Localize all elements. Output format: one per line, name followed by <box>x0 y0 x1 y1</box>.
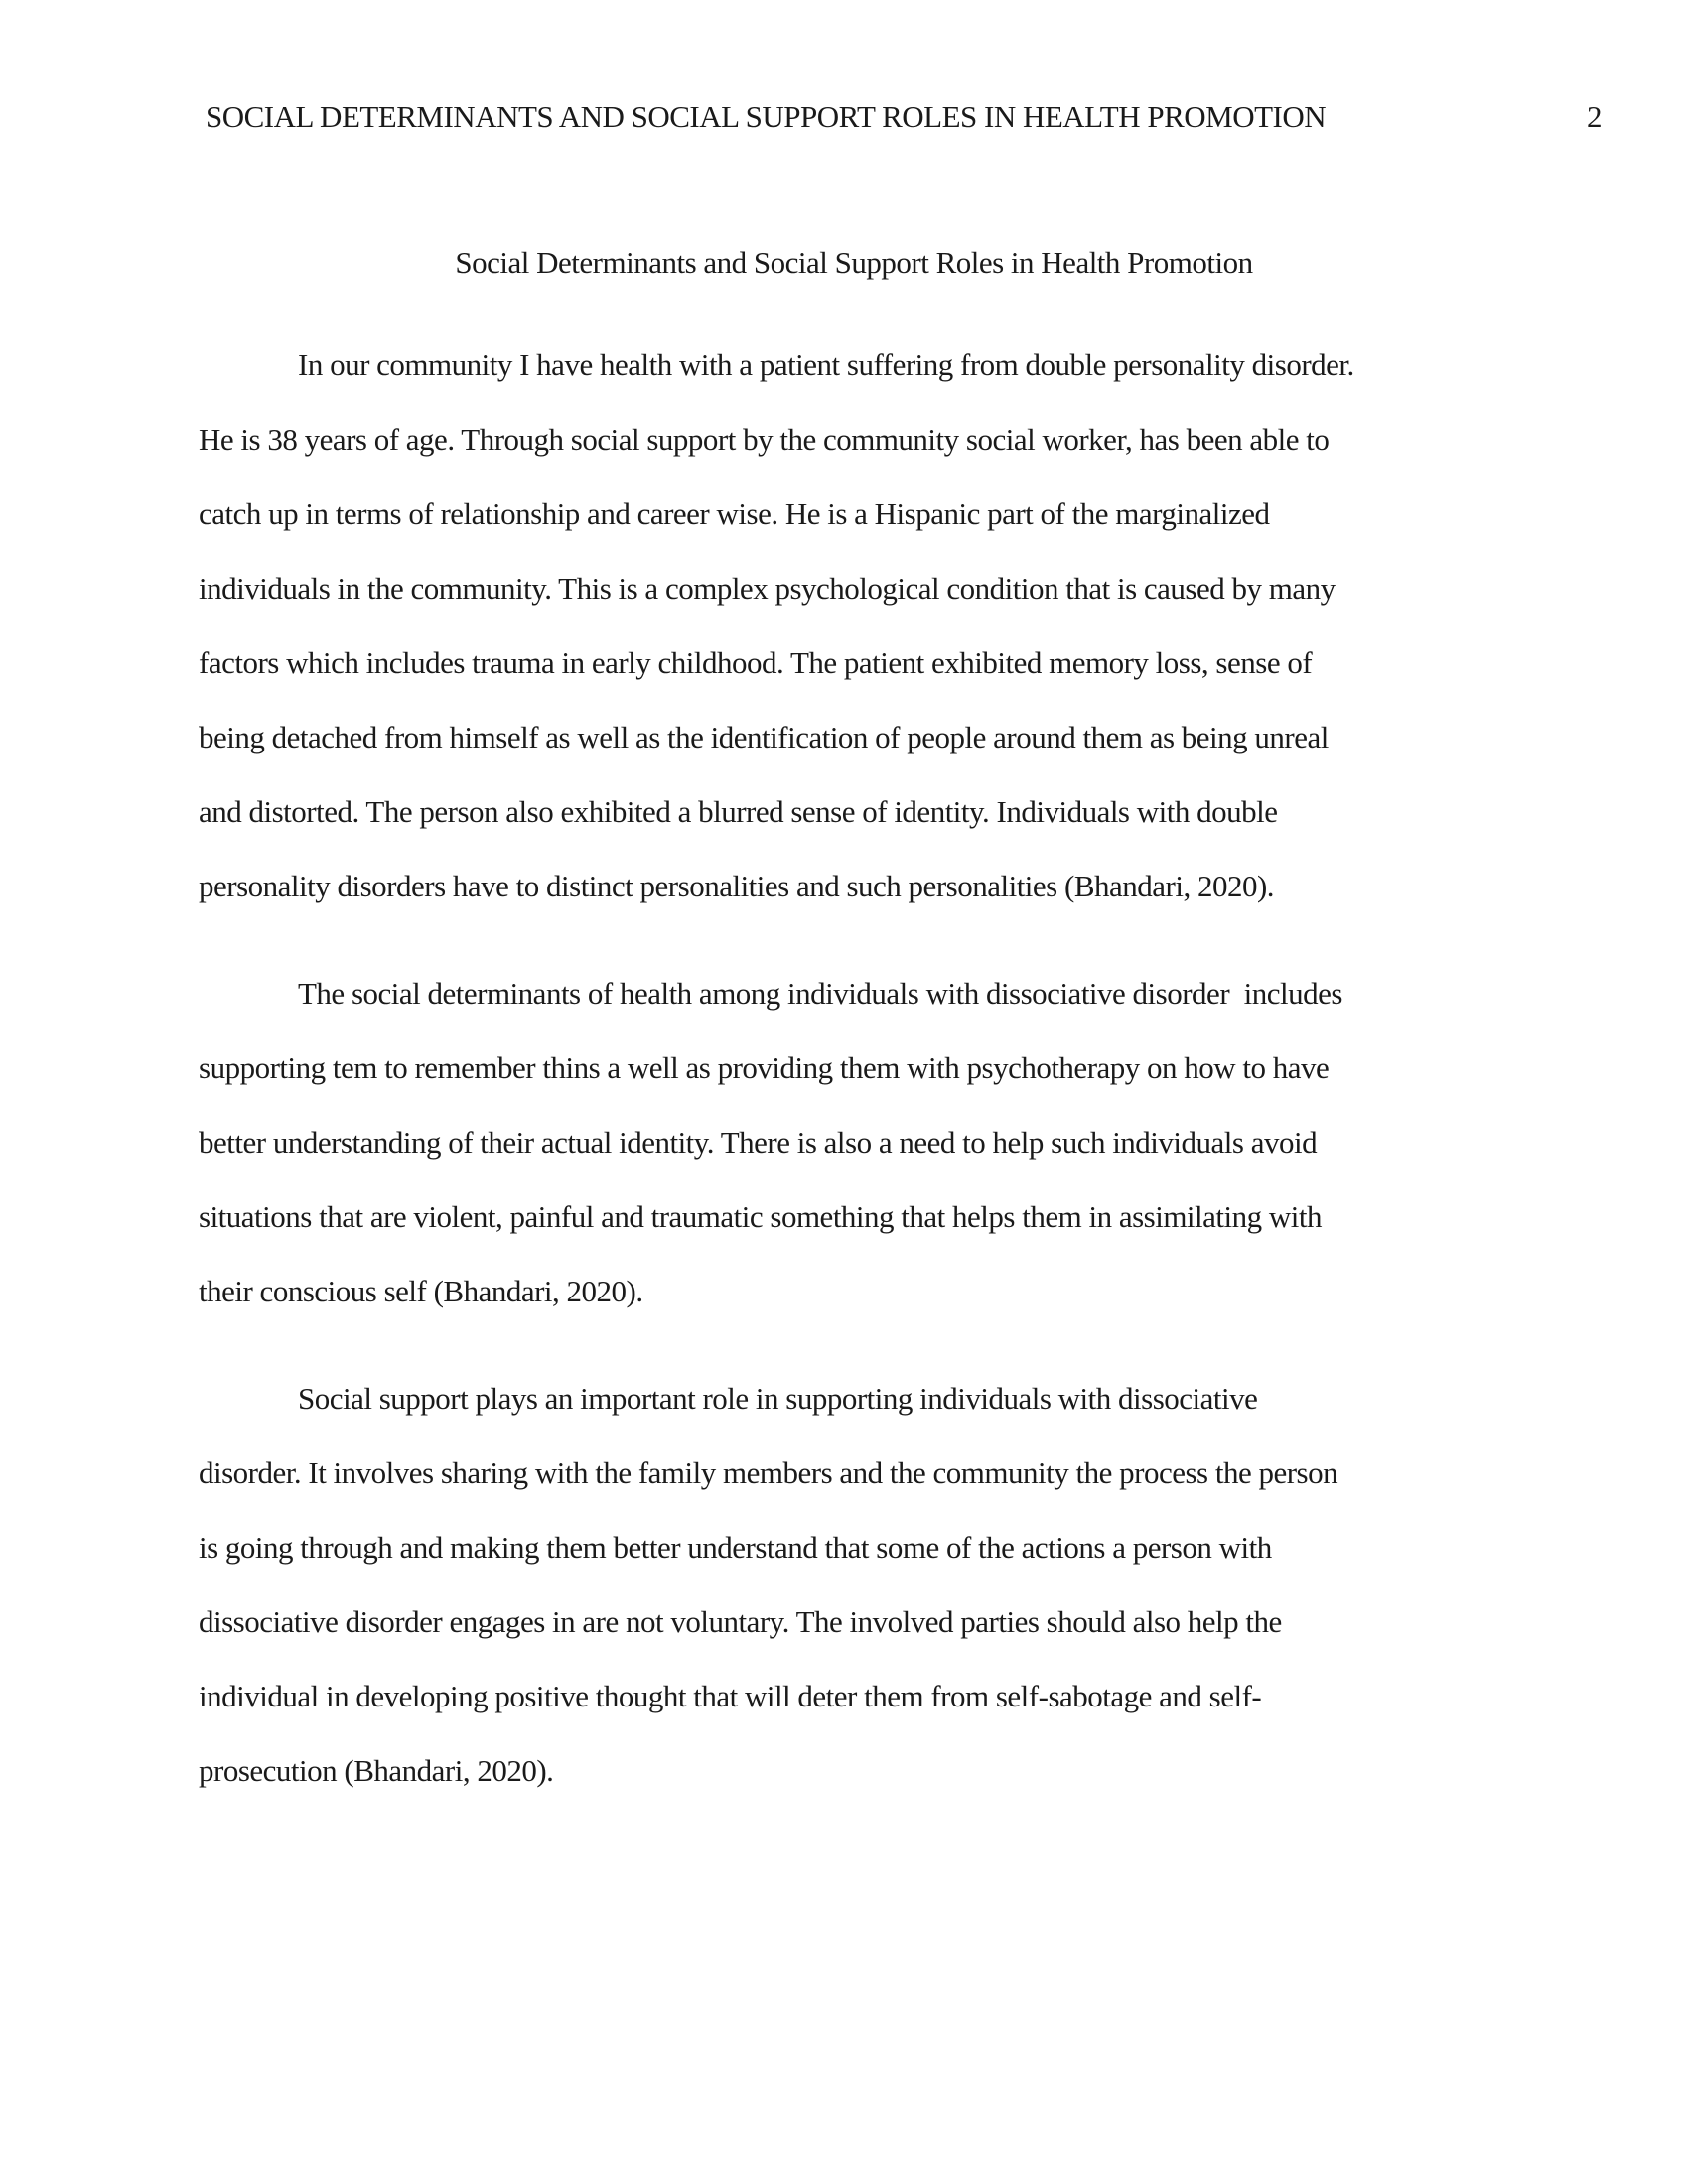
text-line: better understanding of their actual identity. There is also a need to help such individuals avoid <box>199 1125 1318 1160</box>
text-line: The social determinants of health among individuals with dissociative disorder includes <box>298 976 1342 1011</box>
text-line: disorder. It involves sharing with the family members and the community the process the person <box>199 1455 1338 1490</box>
text-line: prosecution (Bhandari, 2020). <box>199 1753 554 1788</box>
text-line: factors which includes trauma in early childhood. The patient exhibited memory loss, sense of <box>199 645 1313 680</box>
text-line: being detached from himself as well as the identification of people around them as being unreal <box>199 720 1329 754</box>
text-line: their conscious self (Bhandari, 2020). <box>199 1274 643 1308</box>
text-line: and distorted. The person also exhibited a blurred sense of identity. Individuals with double <box>199 794 1278 829</box>
text-line: is going through and making them better understand that some of the actions a person with <box>199 1530 1272 1565</box>
text-line: He is 38 years of age. Through social support by the community social worker, has been able to <box>199 422 1330 457</box>
text-line: In our community I have health with a patient suffering from double personality disorder. <box>298 347 1354 382</box>
page-number: 2 <box>1587 99 1602 134</box>
text-line: dissociative disorder engages in are not voluntary. The involved parties should also help the <box>199 1604 1282 1639</box>
text-line: personality disorders have to distinct personalities and such personalities (Bhandari, 2020). <box>199 869 1275 903</box>
text-line: situations that are violent, painful and traumatic something that helps them in assimilating with <box>199 1199 1322 1234</box>
text-line: Social support plays an important role in supporting individuals with dissociative <box>298 1381 1258 1416</box>
text-line: individuals in the community. This is a complex psychological condition that is caused by many <box>199 571 1336 606</box>
document-title: Social Determinants and Social Support Roles in Health Promotion <box>455 245 1253 280</box>
text-line: individual in developing positive thought that will deter them from self-sabotage and self- <box>199 1679 1262 1713</box>
text-line: supporting tem to remember thins a well as providing them with psychotherapy on how to have <box>199 1050 1330 1085</box>
running-head-text: SOCIAL DETERMINANTS AND SOCIAL SUPPORT ROLES IN HEALTH PROMOTION <box>206 99 1327 134</box>
document-body <box>199 225 1509 1841</box>
paragraph-1 <box>199 328 1509 923</box>
paragraph-2 <box>199 956 1509 1328</box>
running-header <box>206 79 1602 154</box>
paragraph-3 <box>199 1361 1509 1808</box>
text-line: catch up in terms of relationship and career wise. He is a Hispanic part of the marginalized <box>199 496 1270 531</box>
